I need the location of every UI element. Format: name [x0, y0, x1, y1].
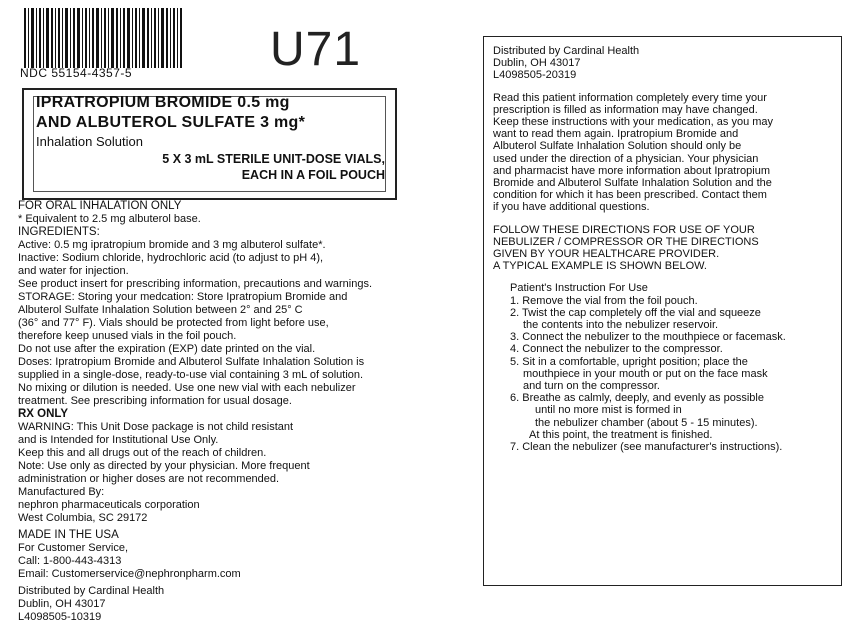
instruction-step-cont: and turn on the compressor. — [523, 380, 660, 393]
text-line: FOR ORAL INHALATION ONLY — [18, 200, 182, 212]
barcode-icon — [24, 8, 182, 68]
text-line: Dublin, OH 43017 — [493, 57, 581, 70]
text-line: Albuterol Sulfate Inhalation Solution between 2° and 25° C — [18, 304, 303, 316]
text-line: want to read them again. Ipratropium Bromide and — [493, 128, 739, 141]
package-description-1: 5 X 3 mL STERILE UNIT-DOSE VIALS, — [162, 152, 385, 166]
spacer — [493, 82, 838, 92]
instructions-title: Patient's Instruction For Use — [510, 282, 648, 295]
text-line: Inactive: Sodium chloride, hydrochloric acid (to adjust to pH 4), — [18, 252, 324, 264]
text-line: Keep these instructions with your medication, as you may — [493, 116, 774, 129]
dosage-form: Inhalation Solution — [36, 134, 143, 149]
instruction-step: 3. Connect the nebulizer to the mouthpiece or facemask. — [510, 331, 786, 344]
ndc-number: NDC 55154-4357-5 — [20, 66, 133, 80]
text-line: Albuterol Sulfate Inhalation Solution should only be — [493, 140, 742, 153]
text-line: (36° and 77° F). Vials should be protected from light before use, — [18, 317, 329, 329]
instruction-step: 5. Sit in a comfortable, upright position; place the — [510, 355, 748, 368]
text-line: treatment. See prescribing information for usual dosage. — [18, 395, 292, 407]
text-line: INGREDIENTS: — [18, 226, 100, 238]
text-line: Email: Customerservice@nephronpharm.com — [18, 568, 241, 580]
instruction-step-cont: mouthpiece in your mouth or put on the face mask — [523, 367, 768, 380]
text-line: MADE IN THE USA — [18, 529, 119, 541]
text-line: and water for injection. — [18, 265, 129, 277]
product-name-line-1: IPRATROPIUM BROMIDE 0.5 mg — [36, 94, 290, 111]
text-line: Distributed by Cardinal Health — [18, 585, 165, 597]
text-line: Keep this and all drugs out of the reach of children. — [18, 447, 267, 459]
text-line: Call: 1-800-443-4313 — [18, 555, 122, 567]
text-line: supplied in a single-dose, ready-to-use vial containing 3 mL of solution. — [18, 369, 364, 381]
instruction-step: 7. Clean the nebulizer (see manufacturer's instructions). — [510, 441, 783, 454]
product-name-box — [22, 88, 397, 200]
text-line: Active: 0.5 mg ipratropium bromide and 3 mg albuterol sulfate*. — [18, 239, 326, 251]
instruction-step: 1. Remove the vial from the foil pouch. — [510, 294, 698, 307]
text-line: Read this patient information completely every time your — [493, 91, 767, 104]
text-line: See product insert for prescribing information, precautions and warnings. — [18, 278, 373, 290]
text-line: Dublin, OH 43017 — [18, 598, 106, 610]
instruction-step-cont: At this point, the treatment is finished. — [529, 428, 713, 441]
instruction-step-cont: until no more mist is formed in — [535, 404, 682, 417]
instruction-step: 4. Connect the nebulizer to the compressor. — [510, 343, 723, 356]
text-line: prescription is filled as information may have changed. — [493, 103, 758, 116]
text-line: For Customer Service, — [18, 542, 129, 554]
rx-only: RX ONLY — [18, 408, 69, 420]
text-line: administration or higher doses are not recommended. — [18, 473, 280, 485]
text-line: * Equivalent to 2.5 mg albuterol base. — [18, 213, 201, 225]
text-line: L4098505-20319 — [493, 69, 577, 82]
text-line: STORAGE: Storing your medcation: Store Ipratropium Bromide and — [18, 291, 348, 303]
product-code: U71 — [270, 23, 362, 76]
text-line: if you have additional questions. — [493, 201, 650, 214]
instruction-step: 6. Breathe as calmly, deeply, and evenly as possible — [510, 392, 764, 405]
instruction-step: 2. Twist the cap completely off the vial and squeeze — [510, 306, 761, 319]
text-line: nephron pharmaceuticals corporation — [18, 499, 200, 511]
label-details-text — [18, 200, 428, 624]
patient-info-panel — [483, 36, 842, 586]
text-line: therefore keep unused vials in the foil pouch. — [18, 330, 237, 342]
text-line: West Columbia, SC 29172 — [18, 512, 148, 524]
instruction-step-cont: the contents into the nebulizer reservoir. — [523, 319, 719, 332]
text-line: No mixing or dilution is needed. Use one new vial with each nebulizer — [18, 382, 356, 394]
text-line: and pharmacist have more information about Ipratropium — [493, 164, 770, 177]
text-line: L4098505-10319 — [18, 611, 102, 623]
package-description-2: EACH IN A FOIL POUCH — [241, 168, 385, 182]
text-line: FOLLOW THESE DIRECTIONS FOR USE OF YOUR — [493, 223, 755, 236]
text-line: Do not use after the expiration (EXP) date printed on the vial. — [18, 343, 316, 355]
spacer — [493, 214, 838, 224]
text-line: used under the direction of a physician. Your physician — [493, 152, 759, 165]
patient-info-text — [493, 45, 838, 453]
text-line: Manufactured By: — [18, 486, 105, 498]
instruction-step-cont: the nebulizer chamber (about 5 - 15 minutes). — [535, 416, 758, 429]
spacer — [493, 272, 838, 282]
text-line: Note: Use only as directed by your physician. More frequent — [18, 460, 310, 472]
text-line: Distributed by Cardinal Health — [493, 45, 640, 57]
text-line: GIVEN BY YOUR HEALTHCARE PROVIDER. — [493, 248, 720, 261]
text-line: A TYPICAL EXAMPLE IS SHOWN BELOW. — [493, 260, 707, 273]
text-line: Bromide and Albuterol Sulfate Inhalation Solution and the — [493, 177, 772, 190]
text-line: and is Intended for Institutional Use Only. — [18, 434, 219, 446]
text-line: Doses: Ipratropium Bromide and Albuterol Sulfate Inhalation Solution is — [18, 356, 365, 368]
text-line: condition for which it has been prescribed. Contact them — [493, 189, 767, 202]
text-line: WARNING: This Unit Dose package is not child resistant — [18, 421, 294, 433]
text-line: NEBULIZER / COMPRESSOR OR THE DIRECTIONS — [493, 235, 759, 248]
product-name-line-2: AND ALBUTEROL SULFATE 3 mg* — [36, 114, 306, 131]
